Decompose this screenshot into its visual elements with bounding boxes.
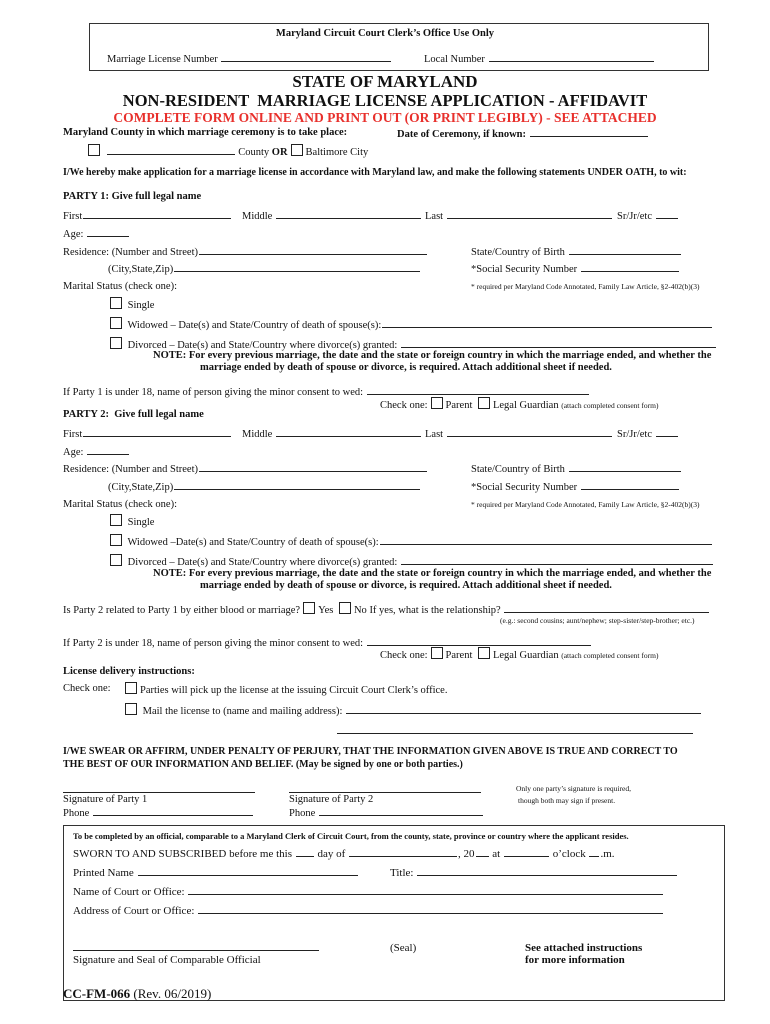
p1-last-field[interactable] (447, 208, 612, 219)
p2-single-checkbox[interactable] (110, 514, 122, 526)
p2-middle-label: Middle (242, 429, 273, 440)
p2-marital-label: Marital Status (check one): (63, 499, 178, 510)
p1-minor-label: If Party 1 is under 18, name of person giving the minor consent to wed: (63, 387, 364, 398)
p1-parent-checkbox[interactable] (431, 397, 443, 409)
court-name-label: Name of Court or Office: (73, 886, 185, 898)
mail-label: Mail the license to (name and mailing address): (142, 706, 343, 717)
p2-first-field[interactable] (83, 426, 231, 437)
or-label: OR (271, 147, 288, 158)
sworn-month-field[interactable] (349, 846, 457, 857)
form-title: NON-RESIDENT MARRIAGE LICENSE APPLICATION - AFFIDAVIT (122, 91, 648, 110)
p2-birth-field[interactable] (569, 461, 681, 472)
official-signature-label: Signature and Seal of Comparable Official (73, 954, 261, 966)
p2-guardian-label: Legal Guardian (492, 650, 559, 661)
party1-signature-label: Signature of Party 1 (63, 794, 148, 805)
year-label: , 20 (458, 848, 475, 860)
official-intro: To be completed by an official, comparable to a Maryland Clerk of Circuit Court, from the county, state, province or country where the applicant resides. (73, 831, 629, 841)
p1-residence-label: Residence: (Number and Street) (63, 247, 198, 258)
p1-marital-label: Marital Status (check one): (63, 281, 178, 292)
p1-note-line1: NOTE: For every previous marriage, the date and the state or foreign country in which the marriage ended, and whether the (153, 350, 712, 361)
p2-age-label: Age: (63, 447, 84, 458)
p1-ssn-field[interactable] (581, 261, 679, 272)
p1-first-field[interactable] (83, 208, 231, 219)
p1-widowed-field[interactable] (382, 317, 712, 328)
see-instructions-2: for more information (525, 954, 625, 966)
related-no-label: No (353, 605, 367, 616)
p2-residence-field[interactable] (199, 461, 427, 472)
p2-suffix-field[interactable] (656, 426, 678, 437)
related-no-checkbox[interactable] (339, 602, 351, 614)
p1-widowed-checkbox[interactable] (110, 317, 122, 329)
sworn-label: SWORN TO AND SUBSCRIBED before me this (73, 848, 292, 860)
office-use-title: Maryland Circuit Court Clerk’s Office Use Only (275, 28, 495, 39)
p2-divorced-label: Divorced – Date(s) and State/Country where divorce(s) granted: (127, 557, 398, 568)
p1-suffix-field[interactable] (656, 208, 678, 219)
p2-ssn-label: *Social Security Number (471, 482, 578, 493)
p2-single-label: Single (127, 517, 155, 528)
p2-guardian-checkbox[interactable] (478, 647, 490, 659)
p1-city-label: (City,State,Zip) (108, 264, 174, 275)
p1-age-label: Age: (63, 229, 84, 240)
local-number-field[interactable] (489, 51, 654, 62)
p2-required-note: * required per Maryland Code Annotated, Family Law Article, §2-402(b)(3) (471, 500, 700, 509)
sworn-year-field[interactable] (476, 846, 489, 857)
ampm-field[interactable] (589, 846, 599, 857)
m-label: .m. (600, 848, 615, 860)
ceremony-date-field[interactable] (530, 126, 648, 137)
mail-checkbox[interactable] (125, 703, 137, 715)
sworn-day-field[interactable] (296, 846, 314, 857)
pickup-label: Parties will pick up the license at the issuing Circuit Court Clerk’s office. (140, 685, 448, 696)
license-number-label: Marriage License Number (107, 54, 218, 65)
p2-last-field[interactable] (447, 426, 612, 437)
p2-first-label: First (63, 429, 83, 440)
p1-check-one-label: Check one: (380, 400, 428, 411)
printed-name-label: Printed Name (73, 867, 134, 879)
p1-divorced-checkbox[interactable] (110, 337, 122, 349)
p2-divorced-checkbox[interactable] (110, 554, 122, 566)
ceremony-county-label: Maryland County in which marriage ceremony is to take place: (63, 127, 348, 138)
swear-line2: THE BEST OF OUR INFORMATION AND BELIEF. (May be signed by one or both parties.) (63, 759, 463, 770)
p2-last-label: Last (425, 429, 444, 440)
party1-phone-label: Phone (63, 808, 90, 819)
court-address-label: Address of Court or Office: (73, 905, 195, 917)
p2-parent-label: Parent (445, 650, 473, 661)
relationship-label: If yes, what is the relationship? (369, 605, 501, 616)
p1-birth-field[interactable] (569, 244, 681, 255)
party2-phone-label: Phone (289, 808, 316, 819)
p2-minor-field[interactable] (367, 635, 591, 646)
p1-last-label: Last (425, 211, 444, 222)
court-name-field[interactable] (188, 884, 663, 895)
state-title: STATE OF MARYLAND (292, 72, 478, 91)
p1-first-label: First (63, 211, 83, 222)
p2-divorced-field[interactable] (401, 554, 713, 565)
p1-residence-field[interactable] (199, 244, 427, 255)
court-address-field[interactable] (198, 903, 663, 914)
official-title-field[interactable] (417, 865, 677, 876)
p2-ssn-field[interactable] (581, 479, 679, 490)
p2-check-one-label: Check one: (380, 650, 428, 661)
p1-divorced-label: Divorced – Date(s) and State/Country where divorce(s) granted: (127, 340, 398, 351)
p2-city-label: (City,State,Zip) (108, 482, 174, 493)
relationship-field[interactable] (504, 602, 709, 613)
party2-signature-label: Signature of Party 2 (289, 794, 374, 805)
local-number-label: Local Number (424, 54, 485, 65)
mail-address-field[interactable] (346, 703, 701, 714)
related-yes-checkbox[interactable] (303, 602, 315, 614)
delivery-heading: License delivery instructions: (63, 666, 195, 677)
p2-residence-label: Residence: (Number and Street) (63, 464, 198, 475)
p2-minor-label: If Party 2 is under 18, name of person giving the minor consent to wed: (63, 638, 364, 649)
baltimore-city-checkbox[interactable] (291, 144, 303, 156)
p1-note-line2: marriage ended by death of spouse or divorce, is required. Attach additional sheet if needed. (200, 362, 612, 373)
county-label: County (238, 147, 270, 158)
p2-widowed-label: Widowed –Date(s) and State/Country of death of spouse(s): (127, 537, 379, 548)
p2-age-field[interactable] (87, 444, 129, 455)
seal-label: (Seal) (390, 942, 417, 954)
oclock-label: o’clock (552, 848, 586, 860)
see-instructions-1: See attached instructions (525, 942, 643, 954)
p1-widowed-label: Widowed – Date(s) and State/Country of death of spouse(s): (127, 320, 382, 331)
instruction-banner: COMPLETE FORM ONLINE AND PRINT OUT (OR PRINT LEGIBLY) - SEE ATTACHED (113, 110, 657, 125)
party1-phone-field[interactable] (93, 805, 253, 816)
p2-consent-note: (attach completed consent form) (561, 651, 659, 660)
p1-birth-label: State/Country of Birth (471, 247, 565, 258)
p2-city-field[interactable] (174, 479, 420, 490)
p1-consent-note: (attach completed consent form) (561, 401, 659, 410)
p2-note-line2: marriage ended by death of spouse or divorce, is required. Attach additional sheet if needed. (200, 580, 612, 591)
ceremony-date-label: Date of Ceremony, if known: (397, 129, 527, 140)
county-checkbox[interactable] (88, 144, 100, 156)
p1-middle-label: Middle (242, 211, 273, 222)
p1-required-note: * required per Maryland Code Annotated, Family Law Article, §2-402(b)(3) (471, 282, 700, 291)
p1-ssn-label: *Social Security Number (471, 264, 578, 275)
printed-name-field[interactable] (138, 865, 358, 876)
p2-note-line1: NOTE: For every previous marriage, the date and the state or foreign country in which the marriage ended, and whether the (153, 568, 712, 579)
license-number-field[interactable] (221, 51, 391, 62)
party1-heading: PARTY 1: Give full legal name (63, 191, 202, 202)
form-revision: (Rev. 06/2019) (133, 986, 212, 1001)
p2-birth-label: State/Country of Birth (471, 464, 565, 475)
oath-statement: I/We hereby make application for a marriage license in accordance with Maryland law, and make the following statements UNDER OATH, to wit: (63, 167, 687, 178)
baltimore-city-label: Baltimore City (305, 147, 369, 158)
p1-single-checkbox[interactable] (110, 297, 122, 309)
county-field[interactable] (107, 144, 235, 155)
p1-divorced-field[interactable] (401, 337, 716, 348)
official-signature-field[interactable] (73, 950, 319, 951)
party2-heading: PARTY 2: Give full legal name (63, 409, 204, 420)
pickup-checkbox[interactable] (125, 682, 137, 694)
signature-note-1: Only one party’s signature is required, (516, 784, 631, 793)
p2-widowed-field[interactable] (380, 534, 712, 545)
relationship-example: (e.g.: second cousins; aunt/nephew; step-sister/step-brother; etc.) (500, 616, 695, 625)
mail-address-field-line2[interactable] (337, 733, 693, 734)
delivery-check-one: Check one: (63, 683, 111, 694)
p2-middle-field[interactable] (276, 426, 421, 437)
swear-line1: I/WE SWEAR OR AFFIRM, UNDER PENALTY OF PERJURY, THAT THE INFORMATION GIVEN ABOVE IS TRUE AND CORRECT TO (63, 746, 678, 757)
official-title-label: Title: (390, 867, 414, 879)
p1-minor-field[interactable] (367, 384, 589, 395)
day-of-label: day of (317, 848, 346, 860)
p1-guardian-checkbox[interactable] (478, 397, 490, 409)
p2-parent-checkbox[interactable] (431, 647, 443, 659)
signature-note-2: though both may sign if present. (518, 796, 616, 805)
p1-single-label: Single (127, 300, 155, 311)
sworn-time-field[interactable] (504, 846, 549, 857)
p2-related-label: Is Party 2 related to Party 1 by either blood or marriage? (63, 605, 301, 616)
p1-age-field[interactable] (87, 226, 129, 237)
related-yes-label: Yes (318, 605, 334, 616)
p1-middle-field[interactable] (276, 208, 421, 219)
p1-suffix-label: Sr/Jr/etc (617, 211, 652, 222)
p1-guardian-label: Legal Guardian (492, 400, 559, 411)
p1-city-field[interactable] (174, 261, 420, 272)
form-number: CC-FM-066 (63, 986, 131, 1001)
p1-parent-label: Parent (445, 400, 473, 411)
p2-widowed-checkbox[interactable] (110, 534, 122, 546)
party2-phone-field[interactable] (319, 805, 483, 816)
at-label: at (492, 848, 501, 860)
p2-suffix-label: Sr/Jr/etc (617, 429, 652, 440)
